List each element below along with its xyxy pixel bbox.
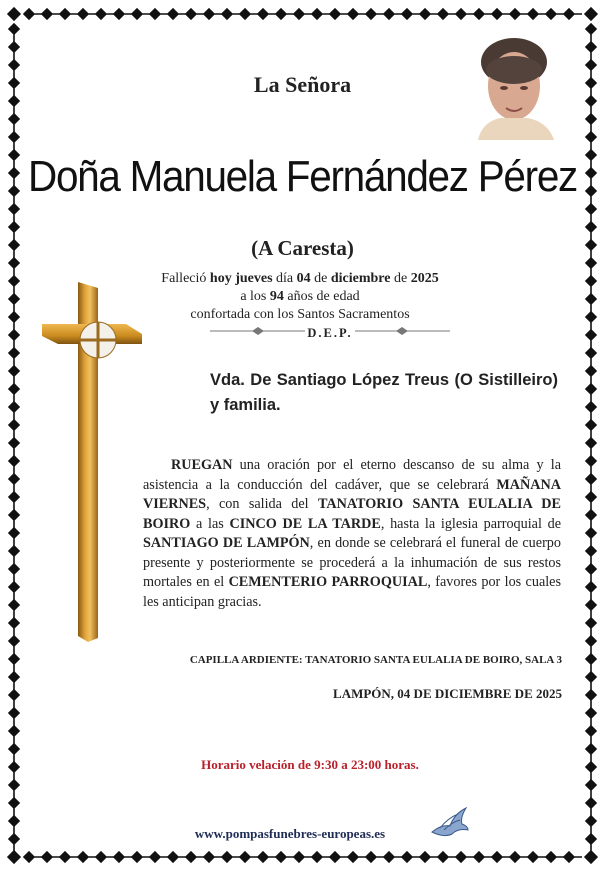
deceased-portrait-photo	[470, 36, 560, 140]
prayer-text-segment: TANATORIO SANTA EULALIA DE BOIRO	[143, 496, 561, 532]
prayer-text-segment: CINCO DE LA TARDE	[229, 515, 381, 532]
prayer-text-segment: , hasta la iglesia parroquial de	[380, 515, 561, 532]
deceased-nickname: (A Caresta)	[251, 236, 354, 260]
prayer-request-paragraph	[143, 456, 561, 612]
dove-logo-icon	[428, 806, 470, 840]
prayer-text-segment: RUEGAN	[171, 457, 233, 473]
prayer-text-segment: una oración por el eterno descanso de su alma y la asistencia a la conducción del cadáver, que se celebrará	[143, 457, 561, 493]
deceased-name: Doña Manuela Fernández Pérez	[27, 152, 578, 201]
chapel-line: CAPILLA ARDIENTE: TANATORIO SANTA EULALIA DE BOIRO, SALA 3	[189, 654, 562, 666]
death-date-line: Falleció hoy jueves día 04 de diciembre de 2025	[161, 271, 439, 286]
title-prefix: La Señora	[253, 72, 352, 97]
website-link[interactable]: www.pompasfunebres-europeas.es	[194, 826, 386, 841]
viewing-hours: Horario velación de 9:30 a 23:00 horas.	[201, 757, 419, 772]
prayer-text-segment: MAÑANA VIERNES	[143, 476, 561, 512]
place-date: LAMPÓN, 04 DE DICIEMBRE DE 2025	[333, 686, 562, 701]
age-line: a los 94 años de edad	[240, 289, 360, 304]
prayer-text-segment: , favores por los cuales les anticipan gracias.	[143, 574, 562, 610]
family-text: Vda. De Santiago López Treus (O Sistilleiro) y familia.	[210, 371, 558, 414]
prayer-text-segment: CEMENTERIO PARROQUIAL	[228, 574, 428, 590]
prayer-text-segment: , con salida del	[206, 496, 318, 512]
prayer-text-segment: a las	[190, 515, 230, 532]
cross-icon	[40, 280, 144, 642]
prayer-text-segment: SANTIAGO DE LAMPÓN	[143, 535, 310, 551]
dep-ornament-row	[210, 326, 450, 344]
prayer-text-segment: , en donde se celebrará el funeral de cuerpo presente y posteriormente se procederá a la inhumación de sus restos mortales en el	[143, 535, 561, 590]
sacraments-line: confortada con los Santos Sacramentos	[190, 307, 410, 322]
dep-text: D.E.P.	[307, 326, 353, 340]
